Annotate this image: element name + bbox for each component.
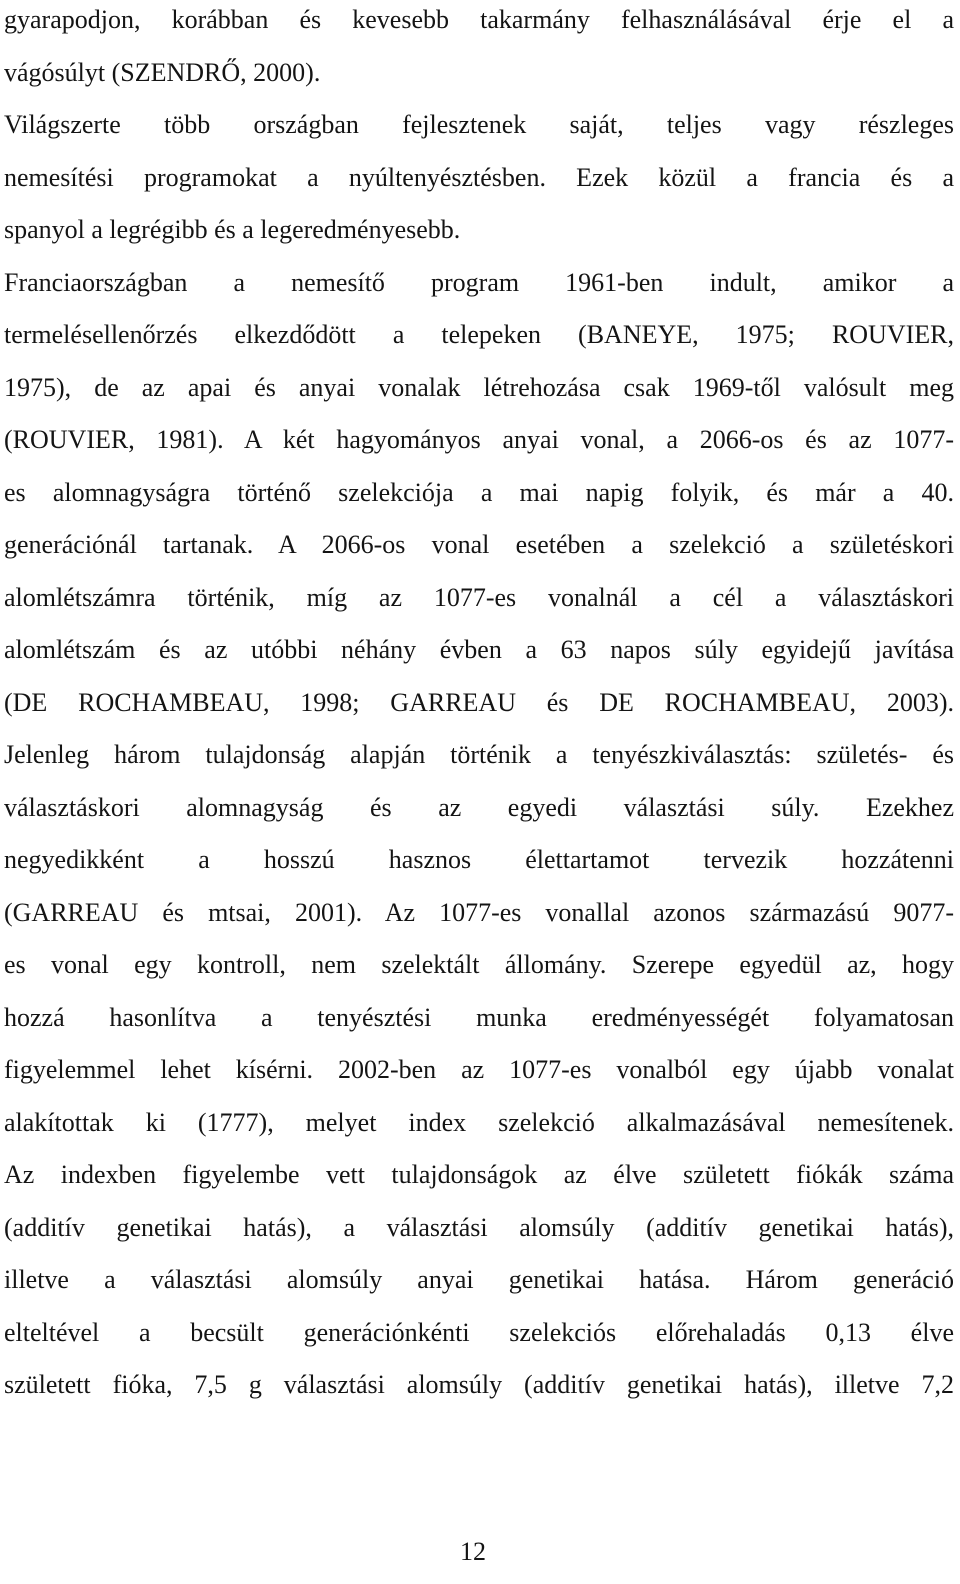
text-line: (ROUVIER, 1981). A két hagyományos anyai vonal, a 2066-os és az 1077- (4, 425, 954, 454)
text-line: es vonal egy kontroll, nem szelektált állomány. Szerepe egyedül az, hogy (4, 950, 954, 979)
text-line: alakítottak ki (1777), melyet index szelekció alkalmazásával nemesítenek. (4, 1107, 954, 1137)
text-line: (GARREAU és mtsai, 2001). Az 1077-es vonallal azonos származású 9077- (4, 897, 954, 927)
page-number: 12 (460, 1537, 486, 1566)
text-line: vágósúlyt (SZENDRŐ, 2000). (4, 57, 321, 87)
text-line: 1975), de az apai és anyai vonalak létrehozása csak 1969-től valósult meg (4, 372, 954, 402)
text-line: Világszerte több országban fejlesztenek saját, teljes vagy részleges (4, 110, 954, 139)
text-line: gyarapodjon, korábban és kevesebb takarmány felhasználásával érje el a (4, 5, 954, 34)
text-line: hozzá hasonlítva a tenyésztési munka eredményességét folyamatosan (4, 1002, 954, 1032)
text-line: es alomnagyságra történő szelekciója a mai napig folyik, és már a 40. (4, 477, 954, 507)
text-line: Franciaországban a nemesítő program 1961-ben indult, amikor a (4, 267, 954, 297)
text-line: Jelenleg három tulajdonság alapján történik a tenyészkiválasztás: születés- és (4, 740, 954, 769)
text-line: választáskori alomnagyság és az egyedi választási súly. Ezekhez (4, 792, 954, 822)
text-line: alomlétszámra történik, míg az 1077-es vonalnál a cél a választáskori (4, 582, 954, 612)
text-line: elteltével a becsült generációnkénti szelekciós előrehaladás 0,13 élve (4, 1317, 954, 1347)
text-line: spanyol a legrégibb és a legeredményesebb. (4, 215, 461, 244)
text-line: nemesítési programokat a nyúltenyésztésben. Ezek közül a francia és a (4, 162, 954, 192)
text-line: negyedikként a hosszú hasznos élettartamot tervezik hozzátenni (4, 845, 954, 874)
text-line: született fióka, 7,5 g választási alomsúly (additív genetikai hatás), illetve 7,2 (4, 1370, 954, 1399)
text-line: (additív genetikai hatás), a választási alomsúly (additív genetikai hatás), (4, 1212, 954, 1242)
text-line: figyelemmel lehet kísérni. 2002-ben az 1077-es vonalból egy újabb vonalat (4, 1055, 954, 1084)
body-text (4, 0, 954, 1412)
text-line: termelésellenőrzés elkezdődött a telepeken (BANEYE, 1975; ROUVIER, (4, 320, 954, 349)
text-line: alomlétszám és az utóbbi néhány évben a 63 napos súly egyidejű javítása (4, 635, 954, 664)
text-line: generációnál tartanak. A 2066-os vonal esetében a szelekció a születéskori (4, 530, 954, 559)
text-line: Az indexben figyelembe vett tulajdonságok az élve született fiókák száma (4, 1160, 954, 1189)
text-line: illetve a választási alomsúly anyai genetikai hatása. Három generáció (4, 1265, 954, 1294)
text-line: (DE ROCHAMBEAU, 1998; GARREAU és DE ROCHAMBEAU, 2003). (4, 687, 954, 717)
